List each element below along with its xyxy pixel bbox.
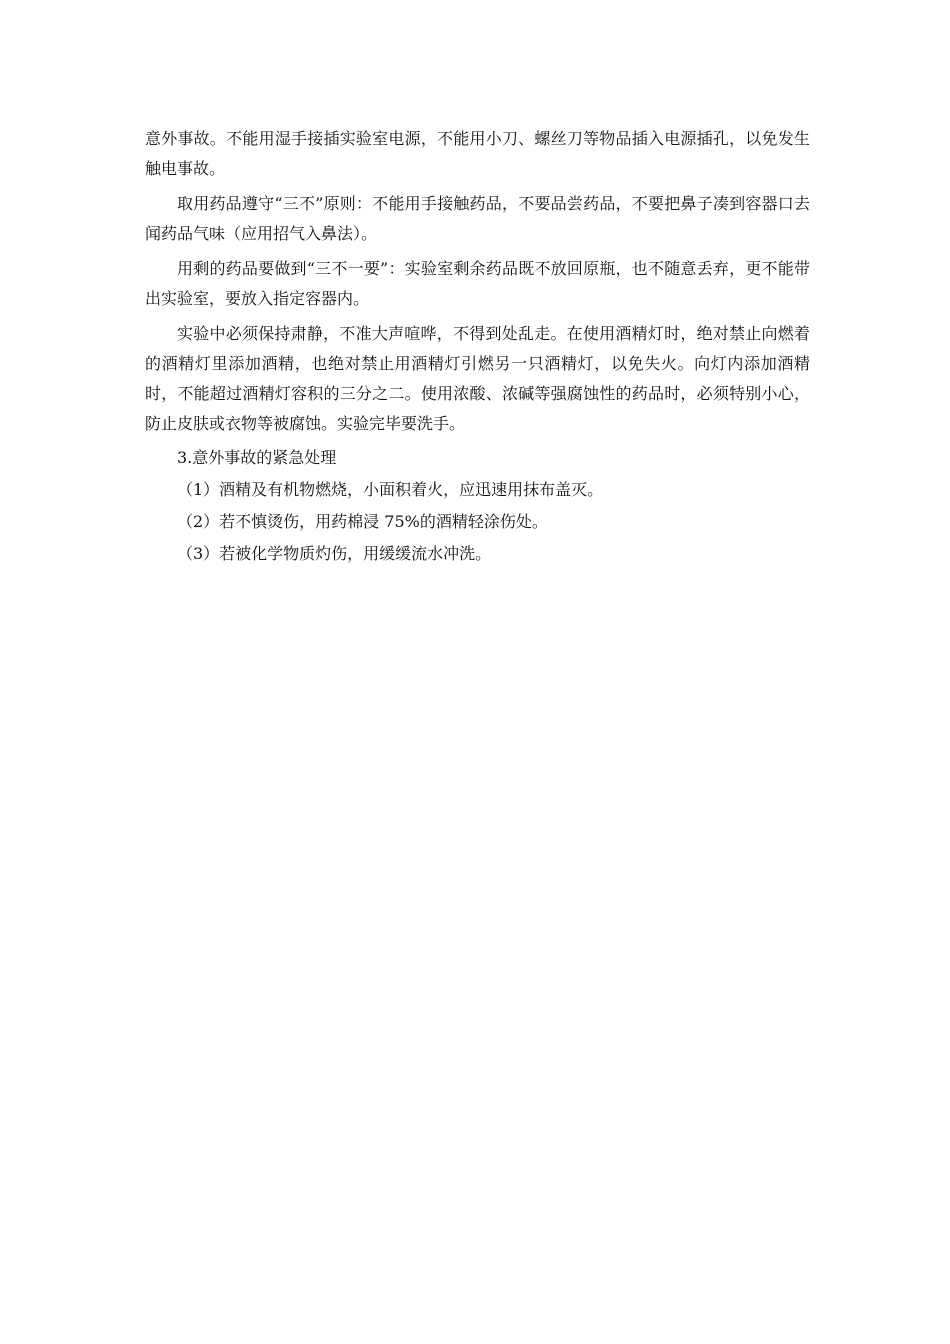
document-body [145,124,810,569]
paragraph-electrical-safety: 意外事故。不能用湿手接插实验室电源，不能用小刀、螺丝刀等物品插入电源插孔，以免发生触电事故。 [145,129,810,178]
section-heading-emergency: 3.意外事故的紧急处理 [177,448,337,467]
list-item-fire: （1）酒精及有机物燃烧，小面积着火，应迅速用抹布盖灭。 [177,480,604,499]
paragraph-leftover-chemicals: 用剩的药品要做到“三不一要”：实验室剩余药品既不放回原瓶，也不随意丢弃，更不能带出实验室，要放入指定容器内。 [145,259,810,308]
list-item-chemical-burn: （3）若被化学物质灼伤，用缓缓流水冲洗。 [177,544,492,563]
paragraph-lab-conduct: 实验中必须保持肃静，不准大声喧哗，不得到处乱走。在使用酒精灯时，绝对禁止向燃着的酒精灯里添加酒精，也绝对禁止用酒精灯引燃另一只酒精灯，以免失火。向灯内添加酒精时，不能超过酒精灯容积的三分之二。使用浓酸、浓碱等强腐蚀性的药品时，必须特别小心，防止皮肤或衣物等被腐蚀。实验完毕要洗手。 [145,324,810,433]
list-item-burn: （2）若不慎烫伤，用药棉浸 75%的酒精轻涂伤处。 [177,512,548,531]
paragraph-three-nos: 取用药品遵守“三不”原则：不能用手接触药品，不要品尝药品，不要把鼻子凑到容器口去闻药品气味（应用招气入鼻法）。 [145,194,810,243]
